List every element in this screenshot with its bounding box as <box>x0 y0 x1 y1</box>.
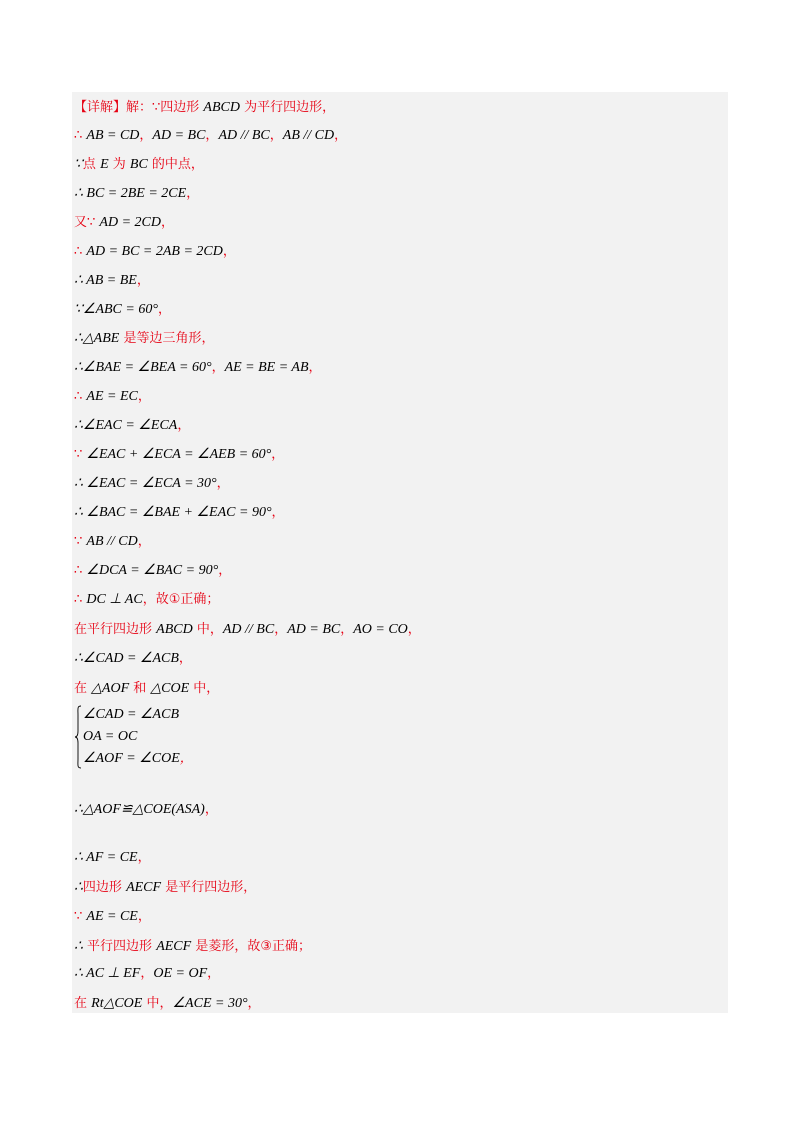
math-expression: AD = 2CD <box>99 215 161 230</box>
solution-line <box>74 800 218 819</box>
annotation-text: ， <box>137 850 151 865</box>
annotation-text: 在 <box>74 996 92 1011</box>
solution-line <box>74 300 171 319</box>
solution-line <box>74 213 174 232</box>
solution-line <box>74 590 219 609</box>
solution-line <box>74 474 230 493</box>
annotation-text: ∵ <box>74 909 87 924</box>
annotation-text: ， <box>216 476 230 491</box>
solution-line <box>74 155 204 174</box>
math-expression: ABCD <box>156 622 193 637</box>
annotation-text: ， <box>177 418 191 433</box>
annotation-text: ，故①正确； <box>142 592 220 607</box>
math-expression: ∴ AC ⊥ EF <box>74 966 141 981</box>
annotation-text: ， <box>269 128 283 143</box>
annotation-text: 中， <box>142 996 173 1011</box>
math-expression: AB // CD <box>86 534 138 549</box>
system-row-vertical-angle <box>83 750 193 768</box>
annotation-text: 又∵ <box>74 215 100 230</box>
math-expression: ∴ <box>74 880 83 895</box>
annotation-text: ， <box>407 622 421 637</box>
math-expression: ∴ <box>74 939 83 954</box>
annotation-text: ， <box>136 273 150 288</box>
solution-line <box>74 271 150 290</box>
solution-line <box>74 387 151 406</box>
solution-line <box>74 561 231 580</box>
annotation-text: ∴ <box>74 389 87 404</box>
math-expression: AO = CO <box>353 622 408 637</box>
annotation-text: ， <box>334 128 348 143</box>
annotation-text: 在 <box>74 681 92 696</box>
solution-line <box>74 907 151 926</box>
math-expression: ∴ BC = 2BE = 2CE <box>74 186 187 201</box>
math-expression: ∴ AF = CE <box>74 850 138 865</box>
annotation-text: 为 <box>108 157 130 172</box>
annotation-text: ， <box>271 505 285 520</box>
annotation-text: 平行四边形 <box>82 939 157 954</box>
system-row-angle: ∠CAD = ∠ACB <box>83 707 179 722</box>
system-suffix: ， <box>179 751 193 766</box>
math-expression: ∴△ABE <box>74 331 120 346</box>
math-expression: AB // CD <box>282 128 335 143</box>
solution-line <box>74 98 335 117</box>
math-expression: AD = BC = 2AB = 2CD <box>86 244 223 259</box>
solution-line <box>74 649 192 668</box>
solution-line <box>74 242 236 261</box>
math-expression: OE = OF <box>153 966 208 981</box>
annotation-text: 中， <box>189 681 220 696</box>
math-expression: ∴∠EAC = ∠ECA <box>74 418 178 433</box>
math-expression: ∵ <box>74 157 83 172</box>
annotation-text: ， <box>140 966 154 981</box>
annotation-text: ， <box>137 389 151 404</box>
solution-line <box>74 620 421 639</box>
math-expression: ∴∠BAE = ∠BEA = 60° <box>74 360 212 375</box>
solution-line <box>74 937 311 956</box>
math-expression: Rt△COE <box>91 996 143 1011</box>
annotation-text: 是菱形，故③正确； <box>191 939 311 954</box>
annotation-text: ， <box>218 563 232 578</box>
system-row-vertical-angle-text: ∠AOF = ∠COE <box>83 751 180 766</box>
math-expression: ∠EAC + ∠ECA = ∠AEB = 60° <box>86 447 272 462</box>
math-expression: AE = BE = AB <box>224 360 309 375</box>
annotation-text: ， <box>247 996 261 1011</box>
annotation-text: 四边形 <box>82 880 127 895</box>
annotation-text: ∵ <box>74 447 87 462</box>
annotation-text: ， <box>204 802 218 817</box>
annotation-text: ， <box>308 360 322 375</box>
math-expression: AD // BC <box>222 622 275 637</box>
solution-line <box>74 416 190 435</box>
annotation-text: ， <box>271 447 285 462</box>
annotation-text: ∴ <box>74 563 87 578</box>
equation-system <box>74 705 274 769</box>
annotation-text: ∵ <box>74 534 87 549</box>
math-expression: AE = CE <box>86 909 138 924</box>
solution-line <box>74 964 220 983</box>
math-expression: ∴ ∠BAC = ∠BAE + ∠EAC = 90° <box>74 505 272 520</box>
solution-line <box>74 184 199 203</box>
annotation-text: 是等边三角形， <box>119 331 215 346</box>
solution-line <box>74 503 285 522</box>
math-expression: ABCD <box>203 100 240 115</box>
math-expression: ∠ACE = 30° <box>172 996 248 1011</box>
math-expression: AB = CD <box>86 128 140 143</box>
annotation-text: ， <box>274 622 288 637</box>
annotation-text: 点 <box>82 157 101 172</box>
annotation-text: 【详解】解：∵四边形 <box>74 100 204 115</box>
solution-line <box>74 994 261 1013</box>
annotation-text: ∴ <box>74 128 87 143</box>
math-expression: AD = BC <box>287 622 341 637</box>
annotation-text: ， <box>139 128 153 143</box>
solution-line <box>74 878 256 897</box>
math-expression: △COE <box>150 681 190 696</box>
solution-line <box>74 445 284 464</box>
math-expression: AD = BC <box>152 128 206 143</box>
annotation-text: ， <box>340 622 354 637</box>
annotation-text: ∴ <box>74 592 87 607</box>
annotation-text: 是平行四边形， <box>161 880 257 895</box>
solution-line <box>74 358 322 377</box>
annotation-text: 为平行四边形， <box>239 100 336 115</box>
annotation-text: ， <box>137 909 151 924</box>
annotation-text: 中， <box>192 622 223 637</box>
math-expression: ∴∠CAD = ∠ACB <box>74 651 179 666</box>
solution-line <box>74 329 214 348</box>
annotation-text: ， <box>186 186 200 201</box>
math-expression: AE = EC <box>86 389 138 404</box>
solution-line <box>74 532 151 551</box>
annotation-text: ∴ <box>74 244 87 259</box>
annotation-text: ， <box>157 302 171 317</box>
math-expression: ∠DCA = ∠BAC = 90° <box>86 563 219 578</box>
solution-line <box>74 126 347 145</box>
annotation-text: ， <box>211 360 225 375</box>
annotation-text: ， <box>137 534 151 549</box>
annotation-text: 和 <box>129 681 151 696</box>
annotation-text: 的中点， <box>147 157 204 172</box>
math-expression: DC ⊥ AC <box>86 592 143 607</box>
math-expression: △AOF <box>91 681 130 696</box>
system-row-side: OA = OC <box>83 729 138 744</box>
annotation-text: ， <box>160 215 174 230</box>
math-expression: ∴ AB = BE <box>74 273 137 288</box>
math-expression: ∴△AOF≌△COE(ASA) <box>74 802 205 817</box>
annotation-text: 在平行四边形 <box>74 622 157 637</box>
math-expression: AD // BC <box>218 128 270 143</box>
left-brace-icon <box>74 705 82 769</box>
solution-line <box>74 848 151 867</box>
annotation-text: ， <box>205 128 219 143</box>
solution-line <box>74 679 219 698</box>
annotation-text: ， <box>222 244 236 259</box>
math-expression: AECF <box>126 880 162 895</box>
math-expression: ∴ ∠EAC = ∠ECA = 30° <box>74 476 217 491</box>
math-expression: E <box>100 157 109 172</box>
math-expression: BC <box>129 157 148 172</box>
math-expression: AECF <box>156 939 192 954</box>
annotation-text: ， <box>207 966 221 981</box>
annotation-text: ， <box>178 651 192 666</box>
math-expression: ∵∠ABC = 60° <box>74 302 158 317</box>
